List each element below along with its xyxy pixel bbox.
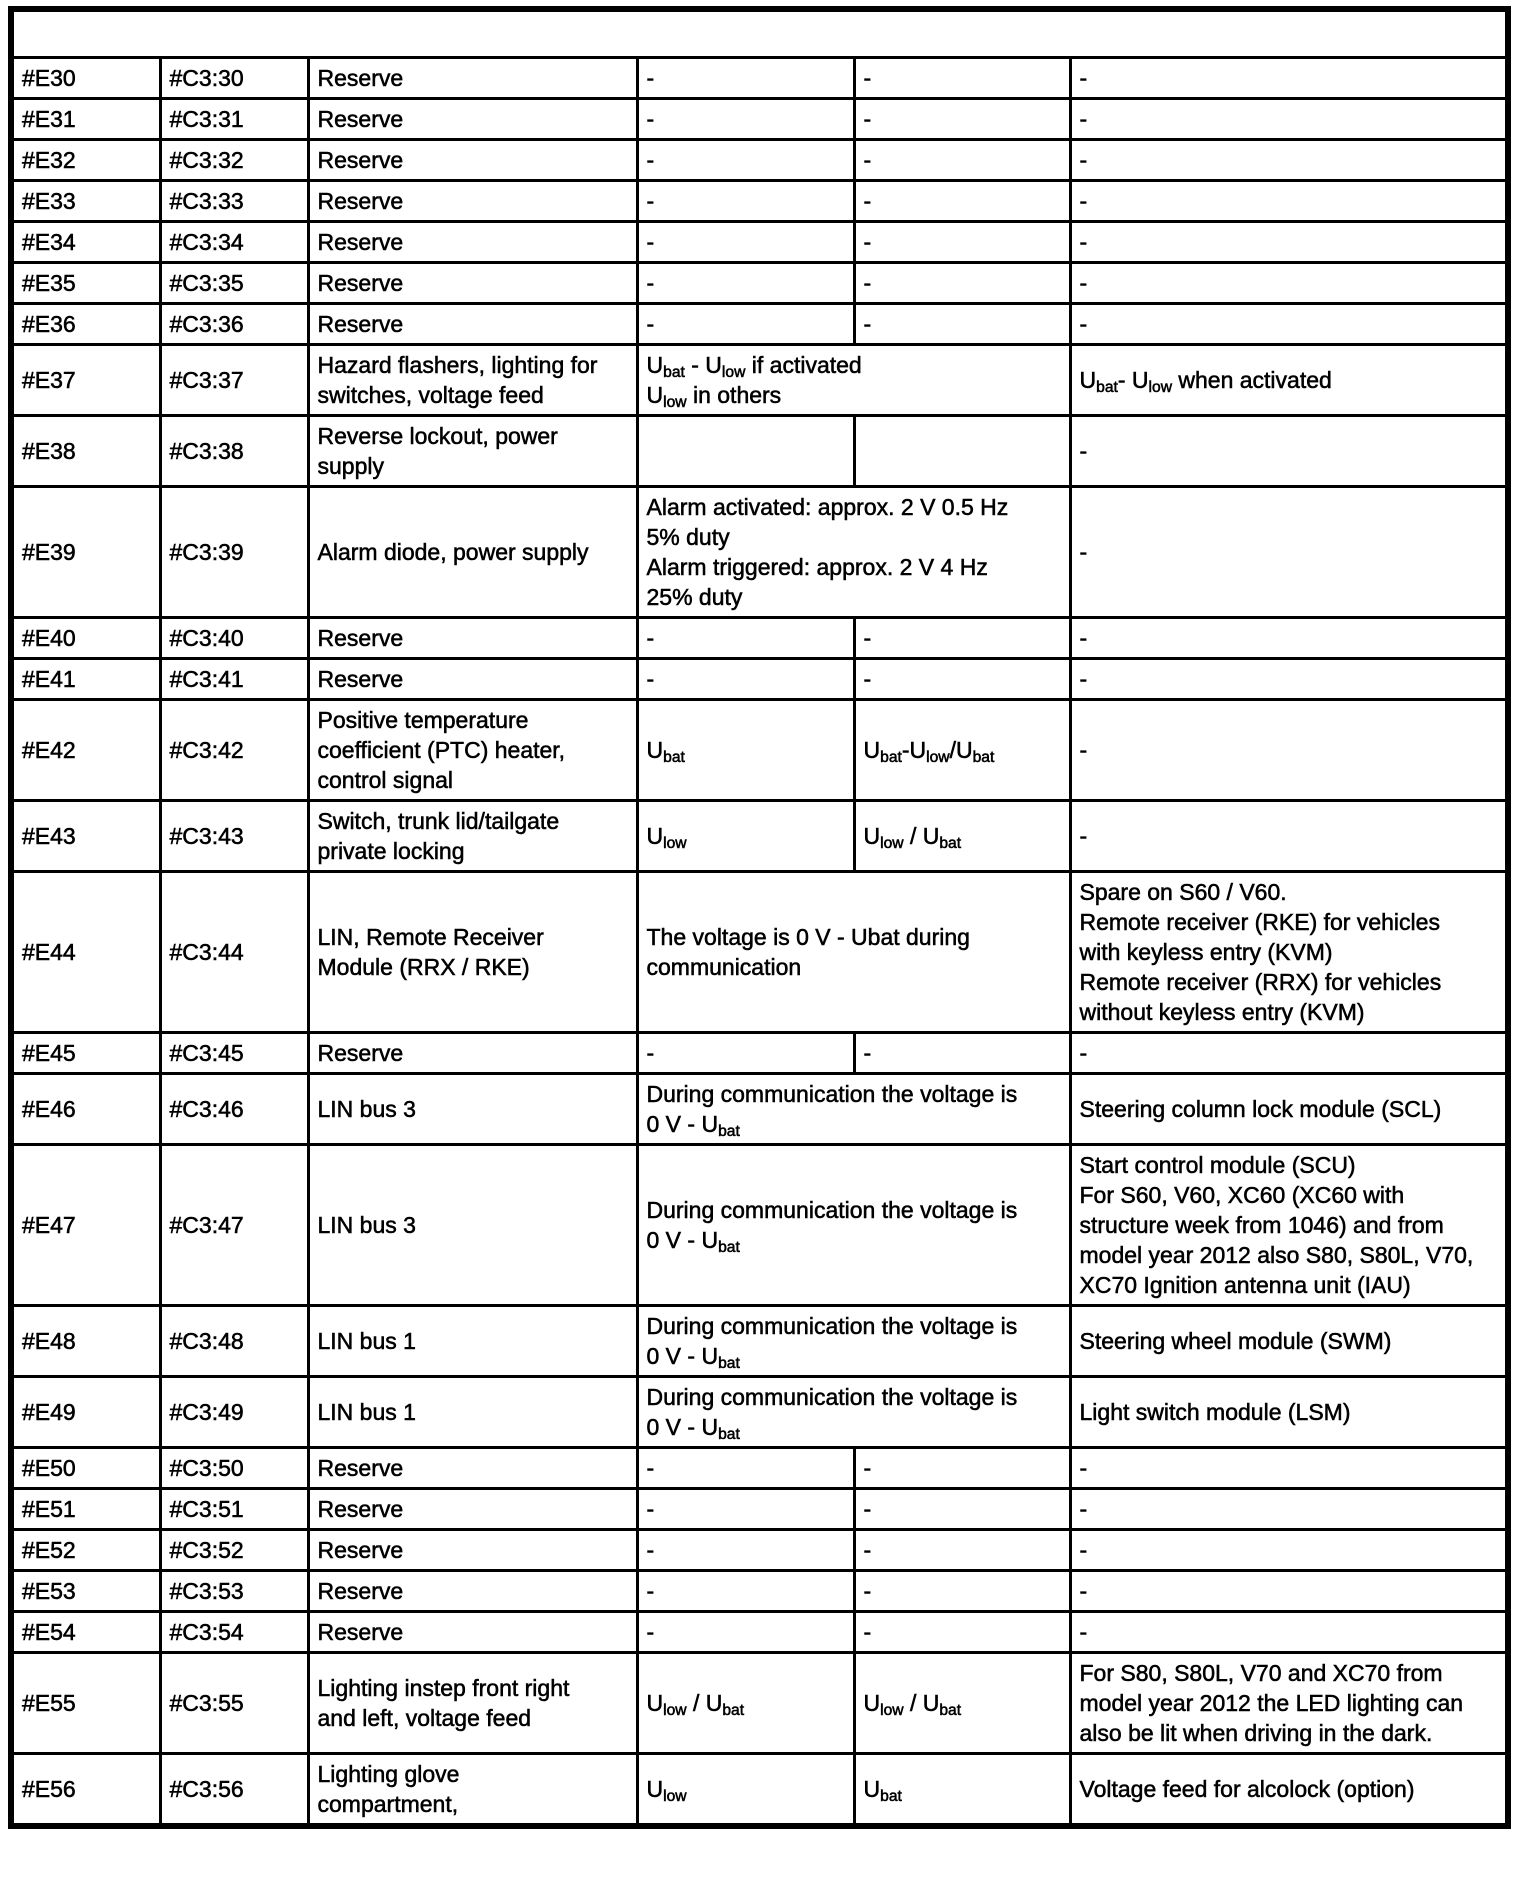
note-cell: Start control module (SCU) For S60, V60, XC60 (XC60 with structure week from 1046) and from model year 2012 also S80, S80L, V70, XC70 Ignition antenna unit (IAU) <box>1070 1145 1508 1306</box>
signal-value2-cell: - <box>854 140 1070 181</box>
table-row <box>11 1074 1508 1145</box>
connector-id-cell: #C3:38 <box>160 416 308 487</box>
description-cell: Lighting instep front right and left, voltage feed <box>308 1653 637 1754</box>
description-cell: Reserve <box>308 1033 637 1074</box>
connector-id-cell: #C3:36 <box>160 304 308 345</box>
pin-id-cell: #E34 <box>11 222 160 263</box>
table-row <box>11 1145 1508 1306</box>
signal-value2-cell: - <box>854 263 1070 304</box>
table-row <box>11 345 1508 416</box>
connector-id-cell: #C3:45 <box>160 1033 308 1074</box>
note-cell: Voltage feed for alcolock (option) <box>1070 1754 1508 1827</box>
table-header-empty-cell <box>11 9 1508 58</box>
pin-id-cell: #E37 <box>11 345 160 416</box>
table-row <box>11 1489 1508 1530</box>
signal-value2-cell: $U_{bat}-U_{low}/U_{bat}$ <box>854 700 1070 801</box>
pin-id-cell: #E51 <box>11 1489 160 1530</box>
note-cell: Spare on S60 / V60. Remote receiver (RKE) for vehicles with keyless entry (KVM) Remote receiver (RRX) for vehicles without keyless entry (KVM) <box>1070 872 1508 1033</box>
table-row <box>11 1612 1508 1653</box>
connector-id-cell: #C3:51 <box>160 1489 308 1530</box>
note-cell: - <box>1070 618 1508 659</box>
pin-id-cell: #E35 <box>11 263 160 304</box>
table-row <box>11 1571 1508 1612</box>
description-cell: Positive temperature coefficient (PTC) heater, control signal <box>308 700 637 801</box>
table-row <box>11 872 1508 1033</box>
description-cell: LIN, Remote Receiver Module (RRX / RKE) <box>308 872 637 1033</box>
table-row <box>11 700 1508 801</box>
signal-value2-cell: - <box>854 1530 1070 1571</box>
pin-id-cell: #E30 <box>11 58 160 99</box>
signal-value-cell: $U_{bat} - U_{low}$ if activated $U_{low}$ in others <box>637 345 1070 416</box>
pin-id-cell: #E52 <box>11 1530 160 1571</box>
note-cell: - <box>1070 1448 1508 1489</box>
note-cell: - <box>1070 263 1508 304</box>
table-row <box>11 1754 1508 1827</box>
signal-value-cell: $U_{low}$ <box>637 801 854 872</box>
connector-id-cell: #C3:52 <box>160 1530 308 1571</box>
signal-value-cell: $U_{low}$ <box>637 1754 854 1827</box>
signal-value2-cell: - <box>854 58 1070 99</box>
connector-id-cell: #C3:42 <box>160 700 308 801</box>
description-cell: Reserve <box>308 1489 637 1530</box>
table-row <box>11 1306 1508 1377</box>
signal-value-cell: $U_{bat}$ <box>637 700 854 801</box>
signal-value-cell: - <box>637 140 854 181</box>
signal-value-cell: - <box>637 659 854 700</box>
connector-id-cell: #C3:34 <box>160 222 308 263</box>
table-row <box>11 58 1508 99</box>
description-cell: Reserve <box>308 1448 637 1489</box>
table-header-row <box>11 9 1508 58</box>
connector-pin-table <box>8 6 1511 1829</box>
signal-value-cell: - <box>637 1489 854 1530</box>
description-cell: Reserve <box>308 99 637 140</box>
note-cell: - <box>1070 58 1508 99</box>
signal-value2-cell: - <box>854 1571 1070 1612</box>
table-row <box>11 222 1508 263</box>
description-cell: Reserve <box>308 659 637 700</box>
description-cell: Lighting glove compartment, <box>308 1754 637 1827</box>
signal-value-cell: - <box>637 304 854 345</box>
table-row <box>11 1653 1508 1754</box>
signal-value2-cell: - <box>854 222 1070 263</box>
pin-id-cell: #E43 <box>11 801 160 872</box>
connector-id-cell: #C3:55 <box>160 1653 308 1754</box>
signal-value-cell: - <box>637 222 854 263</box>
pin-id-cell: #E38 <box>11 416 160 487</box>
connector-id-cell: #C3:30 <box>160 58 308 99</box>
description-cell: Reserve <box>308 222 637 263</box>
signal-value2-cell: - <box>854 181 1070 222</box>
connector-id-cell: #C3:44 <box>160 872 308 1033</box>
pin-id-cell: #E36 <box>11 304 160 345</box>
pin-id-cell: #E33 <box>11 181 160 222</box>
description-cell: LIN bus 3 <box>308 1074 637 1145</box>
table-row <box>11 140 1508 181</box>
note-cell: - <box>1070 1489 1508 1530</box>
note-cell: Steering wheel module (SWM) <box>1070 1306 1508 1377</box>
description-cell: Reserve <box>308 140 637 181</box>
signal-value-cell: - <box>637 1033 854 1074</box>
connector-id-cell: #C3:49 <box>160 1377 308 1448</box>
signal-value2-cell <box>854 416 1070 487</box>
description-cell: LIN bus 1 <box>308 1377 637 1448</box>
connector-id-cell: #C3:41 <box>160 659 308 700</box>
description-cell: Alarm diode, power supply <box>308 487 637 618</box>
signal-value2-cell: - <box>854 618 1070 659</box>
table-row <box>11 416 1508 487</box>
note-cell: - <box>1070 1530 1508 1571</box>
pin-id-cell: #E47 <box>11 1145 160 1306</box>
note-cell: Steering column lock module (SCL) <box>1070 1074 1508 1145</box>
pin-id-cell: #E49 <box>11 1377 160 1448</box>
connector-id-cell: #C3:35 <box>160 263 308 304</box>
description-cell: Reserve <box>308 263 637 304</box>
signal-value2-cell: - <box>854 1489 1070 1530</box>
table-row <box>11 659 1508 700</box>
signal-value-cell: The voltage is 0 V - Ubat during communication <box>637 872 1070 1033</box>
connector-id-cell: #C3:33 <box>160 181 308 222</box>
pin-id-cell: #E40 <box>11 618 160 659</box>
signal-value2-cell: $U_{low} / U_{bat}$ <box>854 1653 1070 1754</box>
signal-value-cell <box>637 416 854 487</box>
signal-value2-cell: - <box>854 1448 1070 1489</box>
note-cell: - <box>1070 181 1508 222</box>
note-cell: - <box>1070 1571 1508 1612</box>
signal-value-cell: - <box>637 99 854 140</box>
pin-id-cell: #E54 <box>11 1612 160 1653</box>
note-cell: - <box>1070 487 1508 618</box>
signal-value-cell: During communication the voltage is 0 V - $U_{bat}$ <box>637 1145 1070 1306</box>
signal-value-cell: - <box>637 618 854 659</box>
connector-id-cell: #C3:54 <box>160 1612 308 1653</box>
pin-id-cell: #E56 <box>11 1754 160 1827</box>
connector-id-cell: #C3:50 <box>160 1448 308 1489</box>
signal-value-cell: - <box>637 1612 854 1653</box>
signal-value-cell: - <box>637 58 854 99</box>
table-row <box>11 487 1508 618</box>
table-row <box>11 618 1508 659</box>
note-cell: - <box>1070 801 1508 872</box>
note-cell: - <box>1070 140 1508 181</box>
note-cell: $U_{bat}-$ $U_{low}$ when activated <box>1070 345 1508 416</box>
description-cell: Reverse lockout, power supply <box>308 416 637 487</box>
pin-id-cell: #E48 <box>11 1306 160 1377</box>
table-row <box>11 1033 1508 1074</box>
note-cell: - <box>1070 222 1508 263</box>
signal-value-cell: $U_{low} / U_{bat}$ <box>637 1653 854 1754</box>
description-cell: LIN bus 3 <box>308 1145 637 1306</box>
signal-value-cell: - <box>637 1571 854 1612</box>
pin-id-cell: #E53 <box>11 1571 160 1612</box>
table-row <box>11 181 1508 222</box>
description-cell: Reserve <box>308 618 637 659</box>
connector-id-cell: #C3:56 <box>160 1754 308 1827</box>
pin-id-cell: #E46 <box>11 1074 160 1145</box>
signal-value2-cell: - <box>854 99 1070 140</box>
pin-id-cell: #E31 <box>11 99 160 140</box>
signal-value-cell: During communication the voltage is 0 V - $U_{bat}$ <box>637 1377 1070 1448</box>
signal-value2-cell: - <box>854 1612 1070 1653</box>
connector-id-cell: #C3:31 <box>160 99 308 140</box>
note-cell: - <box>1070 700 1508 801</box>
pin-id-cell: #E41 <box>11 659 160 700</box>
pin-id-cell: #E45 <box>11 1033 160 1074</box>
table-row <box>11 304 1508 345</box>
signal-value-cell: - <box>637 263 854 304</box>
connector-id-cell: #C3:37 <box>160 345 308 416</box>
note-cell: - <box>1070 304 1508 345</box>
connector-id-cell: #C3:47 <box>160 1145 308 1306</box>
description-cell: LIN bus 1 <box>308 1306 637 1377</box>
signal-value-cell: - <box>637 181 854 222</box>
signal-value-cell: - <box>637 1530 854 1571</box>
pin-id-cell: #E32 <box>11 140 160 181</box>
connector-id-cell: #C3:40 <box>160 618 308 659</box>
note-cell: For S80, S80L, V70 and XC70 from model year 2012 the LED lighting can also be lit when driving in the dark. <box>1070 1653 1508 1754</box>
note-cell: Light switch module (LSM) <box>1070 1377 1508 1448</box>
signal-value-cell: Alarm activated: approx. 2 V 0.5 Hz 5% duty Alarm triggered: approx. 2 V 4 Hz 25% duty <box>637 487 1070 618</box>
signal-value2-cell: $U_{bat}$ <box>854 1754 1070 1827</box>
signal-value2-cell: $U_{low} / U_{bat}$ <box>854 801 1070 872</box>
note-cell: - <box>1070 1612 1508 1653</box>
pin-id-cell: #E42 <box>11 700 160 801</box>
pin-id-cell: #E50 <box>11 1448 160 1489</box>
table-row <box>11 1530 1508 1571</box>
connector-id-cell: #C3:46 <box>160 1074 308 1145</box>
description-cell: Reserve <box>308 181 637 222</box>
signal-value-cell: During communication the voltage is 0 V - $U_{bat}$ <box>637 1074 1070 1145</box>
connector-id-cell: #C3:39 <box>160 487 308 618</box>
signal-value-cell: - <box>637 1448 854 1489</box>
pin-id-cell: #E44 <box>11 872 160 1033</box>
description-cell: Hazard flashers, lighting for switches, voltage feed <box>308 345 637 416</box>
table-row <box>11 263 1508 304</box>
pin-id-cell: #E39 <box>11 487 160 618</box>
connector-id-cell: #C3:43 <box>160 801 308 872</box>
table-row <box>11 1448 1508 1489</box>
note-cell: - <box>1070 659 1508 700</box>
description-cell: Reserve <box>308 1571 637 1612</box>
connector-id-cell: #C3:48 <box>160 1306 308 1377</box>
signal-value2-cell: - <box>854 659 1070 700</box>
description-cell: Reserve <box>308 1612 637 1653</box>
description-cell: Reserve <box>308 1530 637 1571</box>
signal-value2-cell: - <box>854 1033 1070 1074</box>
signal-value-cell: During communication the voltage is 0 V - $U_{bat}$ <box>637 1306 1070 1377</box>
connector-id-cell: #C3:53 <box>160 1571 308 1612</box>
note-cell: - <box>1070 416 1508 487</box>
description-cell: Reserve <box>308 304 637 345</box>
table-row <box>11 99 1508 140</box>
table-row <box>11 1377 1508 1448</box>
note-cell: - <box>1070 1033 1508 1074</box>
signal-value2-cell: - <box>854 304 1070 345</box>
table-row <box>11 801 1508 872</box>
description-cell: Reserve <box>308 58 637 99</box>
note-cell: - <box>1070 99 1508 140</box>
connector-id-cell: #C3:32 <box>160 140 308 181</box>
pin-id-cell: #E55 <box>11 1653 160 1754</box>
description-cell: Switch, trunk lid/tailgate private locking <box>308 801 637 872</box>
